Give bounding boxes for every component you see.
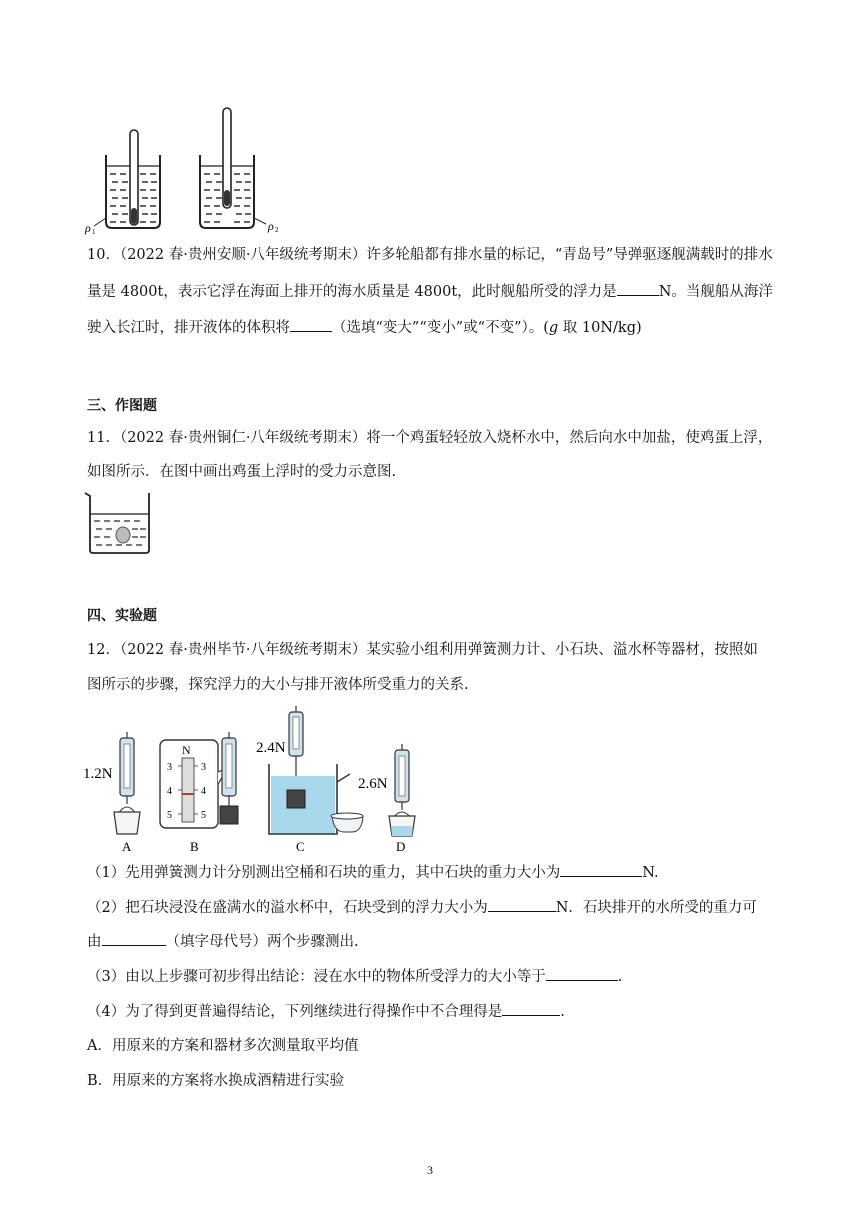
svg-text:A: A xyxy=(122,839,132,854)
q12-part4: （4）为了得到更普遍得结论，下列继续进行得操作中不合理得是 . xyxy=(87,1001,565,1022)
q12-line1: 12．（2022 春·贵州毕节·八年级统考期末）某实验小组利用弹簧测力计、小石块、溢水杯等器材，按照如 xyxy=(87,642,758,658)
section-3-title: 三、作图题 xyxy=(87,398,157,414)
svg-text:3: 3 xyxy=(201,762,206,773)
svg-text:1: 1 xyxy=(92,228,96,235)
q12-buoyancy-blank[interactable] xyxy=(488,897,556,912)
q12-line2: 图所示的步骤，探究浮力的大小与排开液体所受重力的关系. xyxy=(87,677,469,693)
svg-text:ρ: ρ xyxy=(268,219,274,233)
q12-part1: （1）先用弹簧测力计分别测出空桶和石块的重力，其中石块的重力大小为 N. xyxy=(87,862,659,883)
q10-line1: 10．（2022 春·贵州安顺·八年级统考期末）许多轮船都有排水量的标记，“青岛号”导弹驱逐舰满载时的排水 xyxy=(87,247,773,263)
q12-conclusion-blank[interactable] xyxy=(546,966,618,981)
q10-line2: 量是 4800t，表示它浮在海面上排开的海水质量是 4800t，此时舰船所受的浮力是 N。当舰船从海洋 xyxy=(87,281,773,302)
experiment-figure xyxy=(82,704,442,856)
step-c xyxy=(256,706,363,854)
svg-text:5: 5 xyxy=(167,810,172,821)
svg-text:3: 3 xyxy=(167,762,172,773)
q12-part2: （2）把石块浸没在盛满水的溢水杯中，石块受到的浮力大小为 N．石块排开的水所受的重力可 xyxy=(87,897,757,918)
q11-line1: 11．（2022 春·贵州铜仁·八年级统考期末）将一个鸡蛋轻轻放入烧杯水中，然后向水中加盐，使鸡蛋上浮， xyxy=(87,430,773,446)
q12-part3: （3）由以上步骤可初步得出结论：浸在水中的物体所受浮力的大小等于 . xyxy=(87,966,622,987)
q12-part2-cont: 由 （填字母代号）两个步骤测出. xyxy=(87,931,359,952)
svg-text:N: N xyxy=(182,743,191,757)
q10-volume-blank[interactable] xyxy=(290,317,332,332)
q10-line3: 驶入长江时，排开液体的体积将 （选填“变大”“变小”或“不变”）。(g 取 10N/kg) xyxy=(87,317,642,338)
section-4-title: 四、实验题 xyxy=(87,608,157,624)
q12-steps-blank[interactable] xyxy=(102,931,166,946)
svg-text:4: 4 xyxy=(201,786,206,797)
q12-unreasonable-blank[interactable] xyxy=(502,1001,560,1016)
svg-text:ρ: ρ xyxy=(85,221,91,235)
reading-c: 2.4N xyxy=(256,740,286,756)
svg-text:2: 2 xyxy=(275,226,279,234)
svg-text:5: 5 xyxy=(201,810,206,821)
svg-text:B: B xyxy=(190,839,199,854)
svg-text:C: C xyxy=(296,839,305,854)
right-beaker xyxy=(200,108,279,234)
step-a xyxy=(83,732,140,854)
left-beaker xyxy=(84,130,160,235)
reading-a: 1.2N xyxy=(83,766,113,782)
q10-buoyancy-blank[interactable] xyxy=(617,281,659,296)
step-d xyxy=(358,744,415,854)
densimeter-figure xyxy=(80,100,300,235)
page-number: 3 xyxy=(427,1163,433,1177)
q11-line2: 如图所示．在图中画出鸡蛋上浮时的受力示意图. xyxy=(87,464,397,480)
svg-text:4: 4 xyxy=(167,786,172,797)
reading-d: 2.6N xyxy=(358,776,388,792)
step-b xyxy=(160,732,238,854)
q12-stone-weight-blank[interactable] xyxy=(560,862,642,877)
egg xyxy=(116,527,130,543)
q12-option-a: A．用原来的方案和器材多次测量取平均值 xyxy=(87,1038,359,1054)
egg-beaker-figure xyxy=(82,490,158,556)
q12-option-b: B．用原来的方案将水换成酒精进行实验 xyxy=(87,1073,345,1089)
svg-text:D: D xyxy=(396,839,406,854)
